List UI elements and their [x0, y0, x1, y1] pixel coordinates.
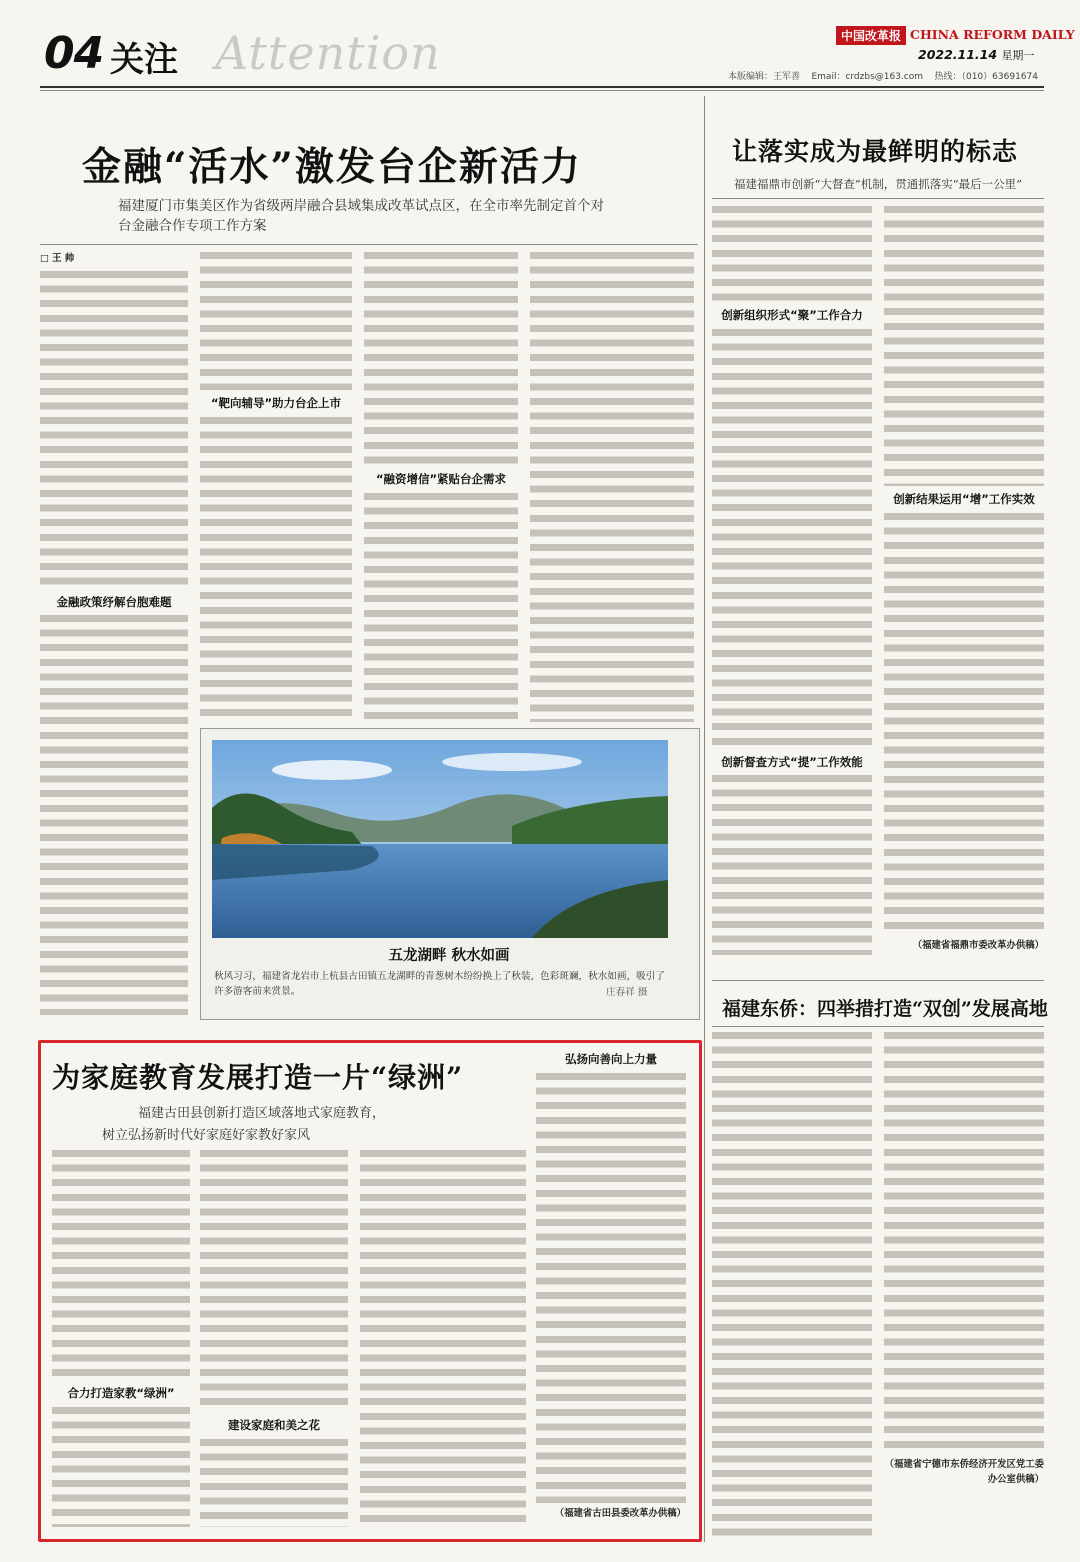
family-subhead-1: 合力打造家教“绿洲” — [67, 1386, 175, 1400]
issue-date-value: 2022.11.14 — [918, 47, 998, 62]
family-body-4 — [200, 1439, 348, 1527]
family-deck-line-1: 福建古田县创新打造区域落地式家庭教育， — [138, 1106, 386, 1121]
supervision-subhead-1: 创新组织形式“聚”工作合力 — [721, 308, 863, 322]
editor-info — [728, 69, 1038, 82]
finance-column-4 — [530, 252, 694, 726]
newspaper-logo — [836, 26, 906, 45]
finance-column-2 — [200, 252, 352, 726]
masthead-rule-thin — [40, 90, 1044, 91]
family-body-1 — [52, 1150, 190, 1380]
dongqiao-divider — [712, 1026, 1044, 1027]
editor-hotline: 热线：（010）63691674 — [934, 72, 1038, 82]
supervision-subhead-3: 创新结果运用“增”工作实效 — [893, 492, 1035, 506]
supervision-subhead-2: 创新督查方式“提”工作效能 — [721, 754, 863, 769]
finance-body-1 — [40, 271, 188, 589]
supervision-body-1 — [712, 206, 872, 302]
family-body-5 — [360, 1150, 526, 1524]
supervision-body-5 — [884, 513, 1044, 933]
photo-credit: 庄春祥 摄 — [600, 984, 647, 998]
section-title: 关注 — [110, 40, 178, 80]
supervision-headline: 让落实成为最鲜明的标志 — [732, 137, 1019, 166]
photo-title: 五龙湖畔 秋水如画 — [388, 947, 510, 964]
issue-weekday: 星期一 — [1001, 49, 1035, 62]
family-column-2 — [200, 1150, 348, 1530]
finance-headline: 金融“活水”激发台企新活力 — [82, 144, 582, 190]
supervision-column-2 — [884, 206, 1044, 962]
issue-date — [918, 47, 1034, 63]
finance-subhead-1: 金融政策纾解台胞难题 — [56, 594, 172, 609]
dongqiao-column-1 — [712, 1032, 872, 1542]
supervision-body-4 — [884, 206, 1044, 486]
column-divider — [704, 96, 705, 1542]
finance-body-2 — [40, 615, 188, 1015]
supervision-body-2 — [712, 329, 872, 749]
family-body-2 — [52, 1407, 190, 1527]
editor-email: Email：crdzbs@163.com — [811, 72, 924, 82]
dongqiao-body-1 — [712, 1032, 872, 1536]
supervision-credit: （福建省福鼎市委改革办供稿） — [912, 939, 1044, 951]
finance-subhead-3: “融资增信”紧贴台企需求 — [375, 472, 507, 486]
finance-byline: □ 王 帅 — [40, 253, 75, 264]
dongqiao-credit: （福建省宁德市东侨经济开发区党工委办公室供稿） — [884, 1459, 1044, 1485]
finance-divider — [40, 244, 698, 245]
dongqiao-body-2 — [884, 1032, 1044, 1452]
family-column-1 — [52, 1150, 190, 1530]
section-title-english: Attention — [215, 26, 441, 80]
family-body-3 — [200, 1150, 348, 1412]
page-number: 04 — [44, 28, 104, 79]
right-section-divider — [712, 980, 1044, 981]
finance-column-1 — [40, 252, 188, 1018]
supervision-column-1 — [712, 206, 872, 962]
finance-body-3 — [200, 252, 352, 390]
supervision-divider — [712, 198, 1044, 199]
family-deck-line-2: 树立弘扬新时代好家庭好家教好家风 — [102, 1128, 311, 1143]
finance-body-6 — [364, 493, 518, 719]
photo-caption: 秋风习习，福建省龙岩市上杭县古田镇五龙湖畔的青葱树木纷纷换上了秋装，色彩斑斓，秋水如画，吸引了许多游客前来赏景。 — [214, 971, 665, 997]
family-credit: （福建省古田县委改革办供稿） — [554, 1507, 686, 1519]
supervision-body-3 — [712, 775, 872, 955]
finance-body-4 — [200, 417, 352, 717]
family-headline: 为家庭教育发展打造一片“绿洲” — [52, 1061, 464, 1094]
newspaper-name-english: CHINA REFORM DAILY — [910, 27, 1075, 42]
dongqiao-headline: 福建东侨：四举措打造“双创”发展高地 — [722, 998, 1048, 1020]
lake-photo — [212, 740, 668, 938]
masthead-rule — [40, 86, 1044, 88]
finance-subhead-2: “靶向辅导”助力台企上市 — [210, 396, 342, 410]
family-column-3 — [360, 1150, 526, 1530]
finance-deck: 福建厦门市集美区作为省级两岸融合县域集成改革试点区，在全市率先制定首个对台金融合作专项工作方案 — [118, 198, 604, 234]
finance-body-7 — [530, 252, 694, 722]
dongqiao-column-2 — [884, 1032, 1044, 1542]
family-column-4 — [536, 1050, 686, 1530]
family-subhead-3: 弘扬向善向上力量 — [565, 1052, 657, 1066]
finance-column-3 — [364, 252, 518, 726]
newspaper-logo-text: 中国改革报 — [841, 29, 902, 43]
family-body-6 — [536, 1073, 686, 1503]
supervision-deck: 福建福鼎市创新“大督查”机制，贯通抓落实“最后一公里” — [734, 177, 1023, 191]
finance-body-5 — [364, 252, 518, 466]
editor-name: 本版编辑：王军善 — [728, 72, 801, 82]
family-subhead-2: 建设家庭和美之花 — [228, 1418, 320, 1432]
